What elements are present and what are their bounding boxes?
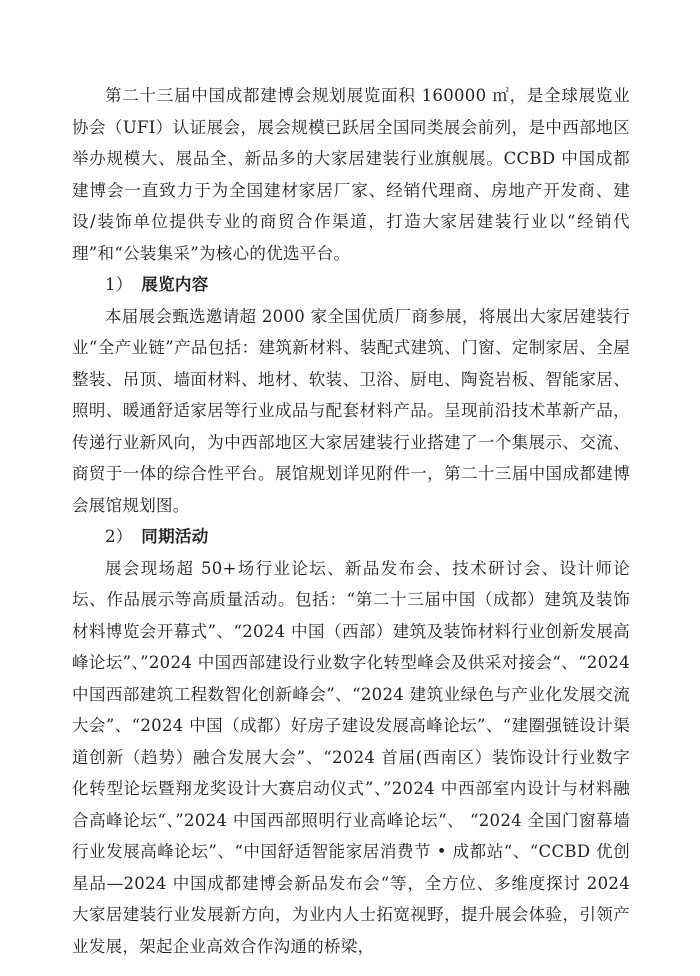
exhibits-paragraph: 本届展会甄选邀请超 2000 家全国优质厂商参展，将展出大家居建装行业“全产业链”产品包括：建筑新材料、装配式建筑、门窗、定制家居、全屋整装、吊顶、墙面材料、地材、软装、卫浴、厨电、陶瓷岩板、智能家居、照明、暖通舒适家居等行业成品与配套材料产品。呈现前沿技术革新产品，传递行业新风向，为中西部地区大家居建装行业搭建了一个集展示、交流、商贸于一体的综合性平台。展馆规划详见附件一，第二十三届中国成都建博会展馆规划图。	[72, 306, 630, 515]
section-heading-exhibits	[72, 269, 630, 301]
section-number: 1）	[105, 275, 133, 294]
events-paragraph: 展会现场超 50+场行业论坛、新品发布会、技术研讨会、设计师论坛、作品展示等高质量活动。包括：“第二十三届中国（成都）建筑及装饰材料博览会开幕式”、“2024 中国（西部）建筑及装饰材料行业创新发展高峰论坛”、”2024 中国西部建设行业数字化转型峰会及供采对接会“、“2024 中国西部建筑工程数智化创新峰会”、“2024 建筑业绿色与产业化发展交流大会”、“2024 中国（成都）好房子建设发展高峰论坛”、“建圈强链设计渠道创新（趋势）融合发展大会”、“2024 首届(西南区）装饰设计行业数字化转型论坛暨翔龙奖设计大赛启动仪式”、”2024 中西部室内设计与材料融合高峰论坛“、”2024 中国西部照明行业高峰论坛“、 “2024 全国门窗幕墙行业发展高峰论坛”、“中国舒适智能家居消费节 • 成都站“、“CCBD 优创星品—2024 中国成都建博会新品发布会“等，全方位、多维度探讨 2024 大家居建装行业发展新方向，为业内人士拓宽视野，提升展会体验，引领产业发展，架起企业高效合作沟通的桥梁，	[72, 558, 630, 956]
section-heading-events	[72, 521, 630, 553]
section-title: 同期活动	[141, 527, 209, 546]
intro-paragraph: 第二十三届中国成都建博会规划展览面积 160000 ㎡，是全球展览业协会（UFI）认证展会，展会规模已跃居全国同类展会前列，是中西部地区举办规模大、展品全、新品多的大家居建装行业旗舰展。CCBD 中国成都建博会一直致力于为全国建材家居厂家、经销代理商、房地产开发商、建设/装饰单位提供专业的商贸合作渠道，打造大家居建装行业以“经销代理”和“公装集采”为核心的优选平台。	[72, 86, 630, 263]
section-number: 2）	[105, 527, 133, 546]
section-title: 展览内容	[141, 275, 209, 294]
document-body	[72, 80, 630, 962]
